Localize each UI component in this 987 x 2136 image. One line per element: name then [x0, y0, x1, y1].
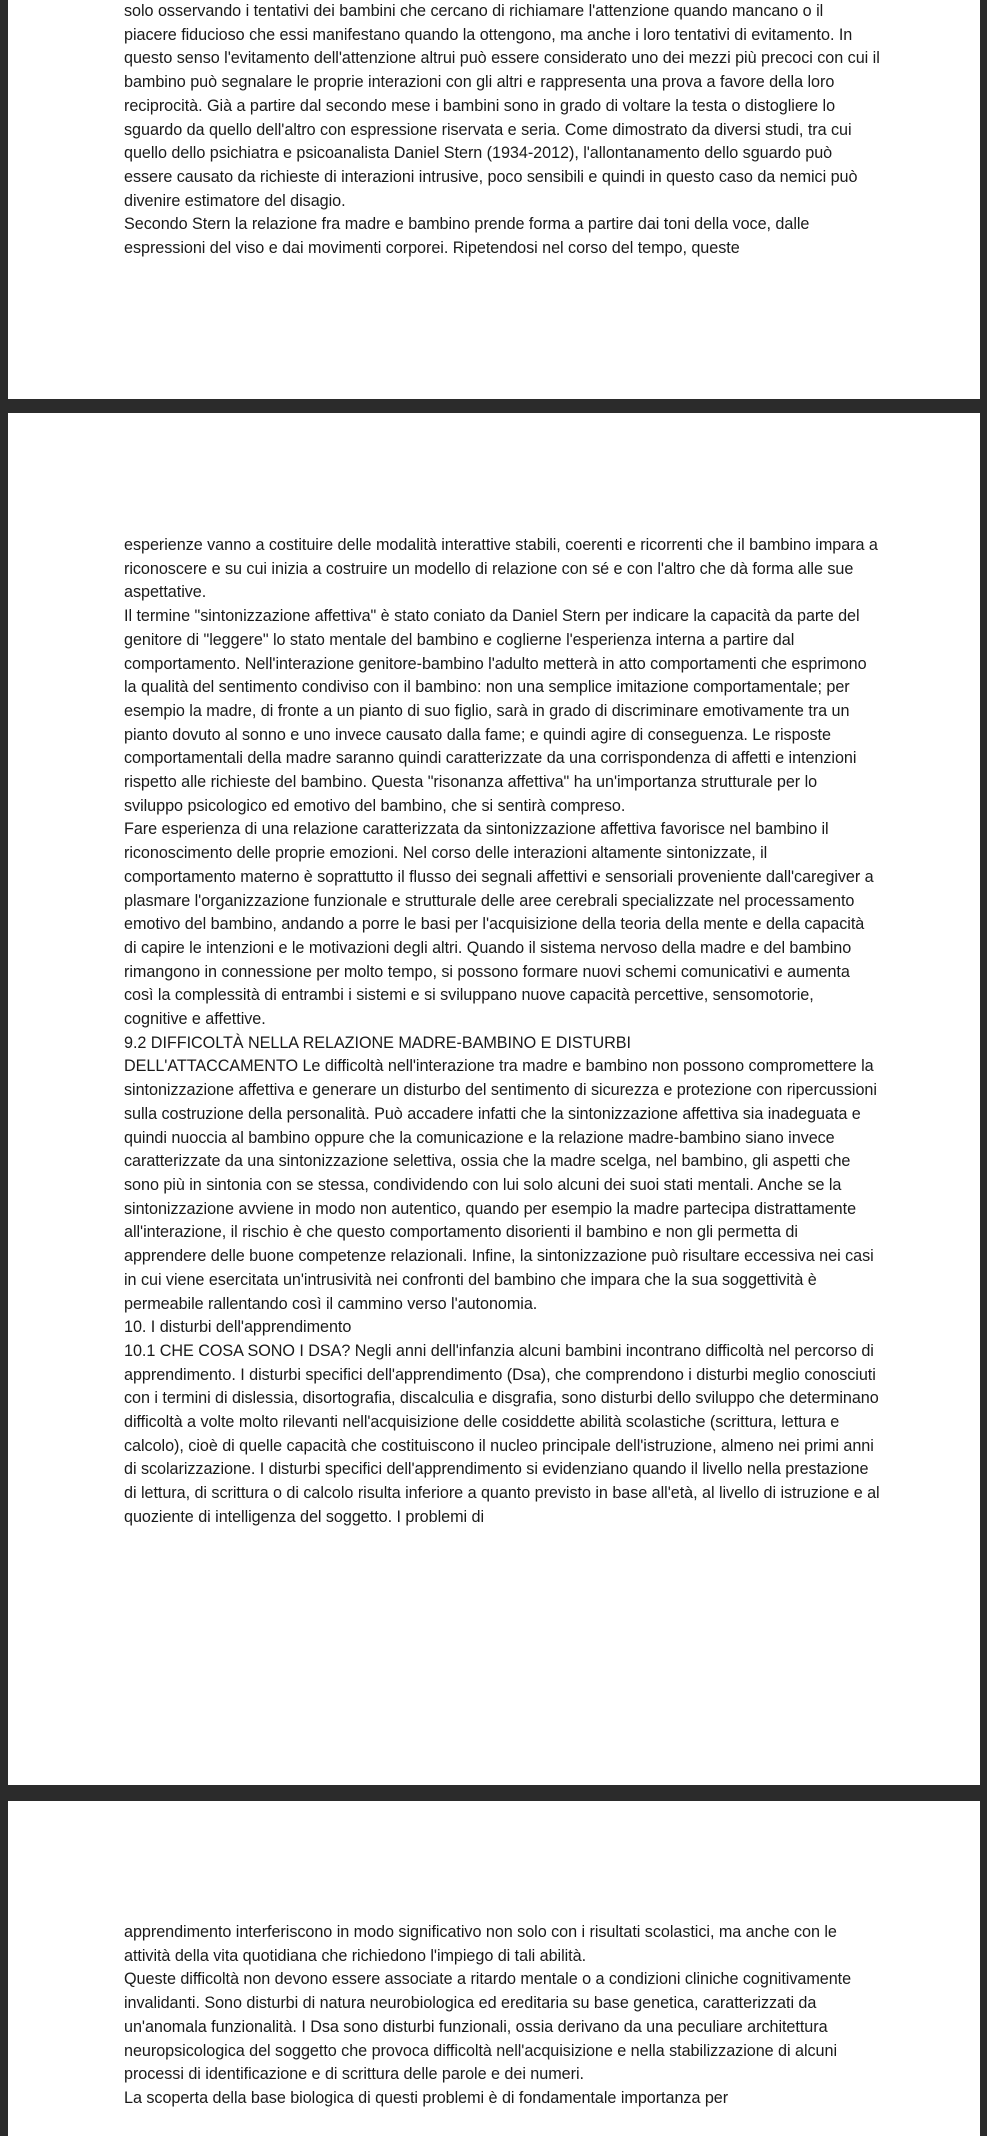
document-page-2	[8, 413, 980, 1785]
paragraph: DELL'ATTACCAMENTO Le difficoltà nell'interazione tra madre e bambino non possono compromettere la sintonizzazione affettiva e generare un disturbo del sentimento di sicurezza e protezione con ripercussioni sulla costruzione della personalità. Può accadere infatti che la sintonizzazione affettiva sia inadeguata e quindi nuoccia al bambino oppure che la comunicazione e la relazione madre-bambino siano invece caratterizzate da una sintonizzazione selettiva, ossia che la madre scelga, nel bambino, gli aspetti che sono più in sintonia con se stessa, condividendo con lui solo alcuni dei suoi stati mentali. Anche se la sintonizzazione avviene in modo non autentico, quando per esempio la madre partecipa distrattamente all'interazione, il rischio è che questo comportamento disorienti il bambino e non gli permetta di apprendere delle buone competenze relazionali. Infine, la sintonizzazione può risultare eccessiva nei casi in cui viene esercitata un'intrusività nei confronti del bambino che impara che la sua soggettività è permeabile rallentando così il cammino verso l'autonomia.	[124, 1057, 877, 1313]
paragraph: Queste difficoltà non devono essere associate a ritardo mentale o a condizioni cliniche cognitivamente invalidanti. Sono disturbi di natura neurobiologica ed ereditaria su base genetica, caratterizzati da un'anomala funzionalità. I Dsa sono disturbi funzionali, ossia derivano da una peculiare architettura neuropsicologica del soggetto che provoca difficoltà nell'acquisizione e nella stabilizzazione di alcuni processi di identificazione e di scrittura delle parole e dei numeri.	[124, 1970, 852, 2084]
paragraph: esperienze vanno a costituire delle modalità interattive stabili, coerenti e ricorrenti che il bambino impara a riconoscere e su cui inizia a costruire un modello di relazione con sé e con l'altro che dà forma alle sue aspettative.	[124, 536, 878, 602]
paragraph: apprendimento interferiscono in modo significativo non solo con i risultati scolastici, ma anche con le attività della vita quotidiana che richiedono l'impiego di tali abilità.	[124, 1923, 837, 1965]
document-page-1	[8, 0, 980, 399]
paragraph: Il termine "sintonizzazione affettiva" è stato coniato da Daniel Stern per indicare la capacità da parte del genitore di "leggere" lo stato mentale del bambino e coglierne l'esperienza interna a partire dal comportamento. Nell'interazione genitore-bambino l'adulto metterà in atto comportamenti che esprimono la qualità del sentimento condiviso con il bambino: non una semplice imitazione comportamentale; per esempio la madre, di fronte a un pianto di suo figlio, sarà in grado di discriminare emotivamente tra un pianto dovuto al sonno e uno invece causato dalla fame; e quindi agire di conseguenza. Le risposte comportamentali della madre saranno quindi caratterizzate da una corrispondenza di affetti e intenzioni rispetto alle richieste del bambino. Questa "risonanza affettiva" ha un'importanza strutturale per lo sviluppo psicologico ed emotivo del bambino, che si sentirà compreso.	[124, 607, 867, 815]
paragraph: La scoperta della base biologica di questi problemi è di fondamentale importanza per	[124, 2088, 729, 2107]
paragraph: Fare esperienza di una relazione caratterizzata da sintonizzazione affettiva favorisce nel bambino il riconoscimento delle proprie emozioni. Nel corso delle interazioni altamente sintonizzate, il comportamento materno è soprattutto il flusso dei segnali affettivi e sensoriali proveniente dall'caregiver a plasmare l'organizzazione funzionale e strutturale delle aree cerebrali specializzate nel processamento emotivo del bambino, andando a porre le basi per l'acquisizione della teoria della mente e della capacità di capire le intenzioni e le motivazioni degli altri. Quando il sistema nervoso della madre e del bambino rimangono in connessione per molto tempo, si possono formare nuovi schemi comunicativi e aumenta così la complessità di entrambi i sistemi e si sviluppano nuove capacità percettive, sensomotorie, cognitive e affettive.	[124, 820, 874, 1029]
section-heading: 9.2 DIFFICOLTÀ NELLA RELAZIONE MADRE-BAMBINO E DISTURBI	[124, 1033, 631, 1052]
chapter-heading: 10. I disturbi dell'apprendimento	[124, 1318, 352, 1337]
paragraph: solo osservando i tentativi dei bambini che cercano di richiamare l'attenzione quando mancano o il piacere fiducioso che essi manifestano quando la ottengono, ma anche i loro tentativi di evitamento. In questo senso l'evitamento dell'attenzione altrui può essere considerato uno dei mezzi più precoci con cui il bambino può segnalare le proprie interazioni con gli altri e rappresenta una prova a favore della loro reciprocità. Già a partire dal secondo mese i bambini sono in grado di voltare la testa o distogliere lo sguardo da quello dell'altro con espressione riservata e seria. Come dimostrato da diversi studi, tra cui quello dello psichiatra e psicoanalista Daniel Stern (1934-2012), l'allontanamento dello sguardo può essere causato da richieste di interazioni intrusive, poco sensibili e quindi in questo caso da nemici può divenire estimatore del disagio.	[124, 2, 880, 210]
paragraph: Secondo Stern la relazione fra madre e bambino prende forma a partire dai toni della voce, dalle espressioni del viso e dai movimenti corporei. Ripetendosi nel corso del tempo, queste	[124, 215, 810, 258]
paragraph: 10.1 CHE COSA SONO I DSA? Negli anni dell'infanzia alcuni bambini incontrano difficoltà nel percorso di apprendimento. I disturbi specifici dell'apprendimento (Dsa), che comprendono i disturbi meglio conosciuti con i termini di dislessia, disortografia, discalculia e disgrafia, sono disturbi dello sviluppo che determinano difficoltà a volte molto rilevanti nell'acquisizione delle cosiddette abilità scolastiche (scrittura, lettura e calcolo), cioè di quelle capacità che costituiscono il nucleo principale dell'istruzione, almeno nei primi anni di scolarizzazione. I disturbi specifici dell'apprendimento si evidenziano quando il livello nella prestazione di lettura, di scrittura o di calcolo risulta inferiore a quanto previsto in base all'età, al livello di istruzione e al quoziente di intelligenza del soggetto. I problemi di	[124, 1341, 880, 1526]
document-page-3	[8, 1801, 980, 2136]
